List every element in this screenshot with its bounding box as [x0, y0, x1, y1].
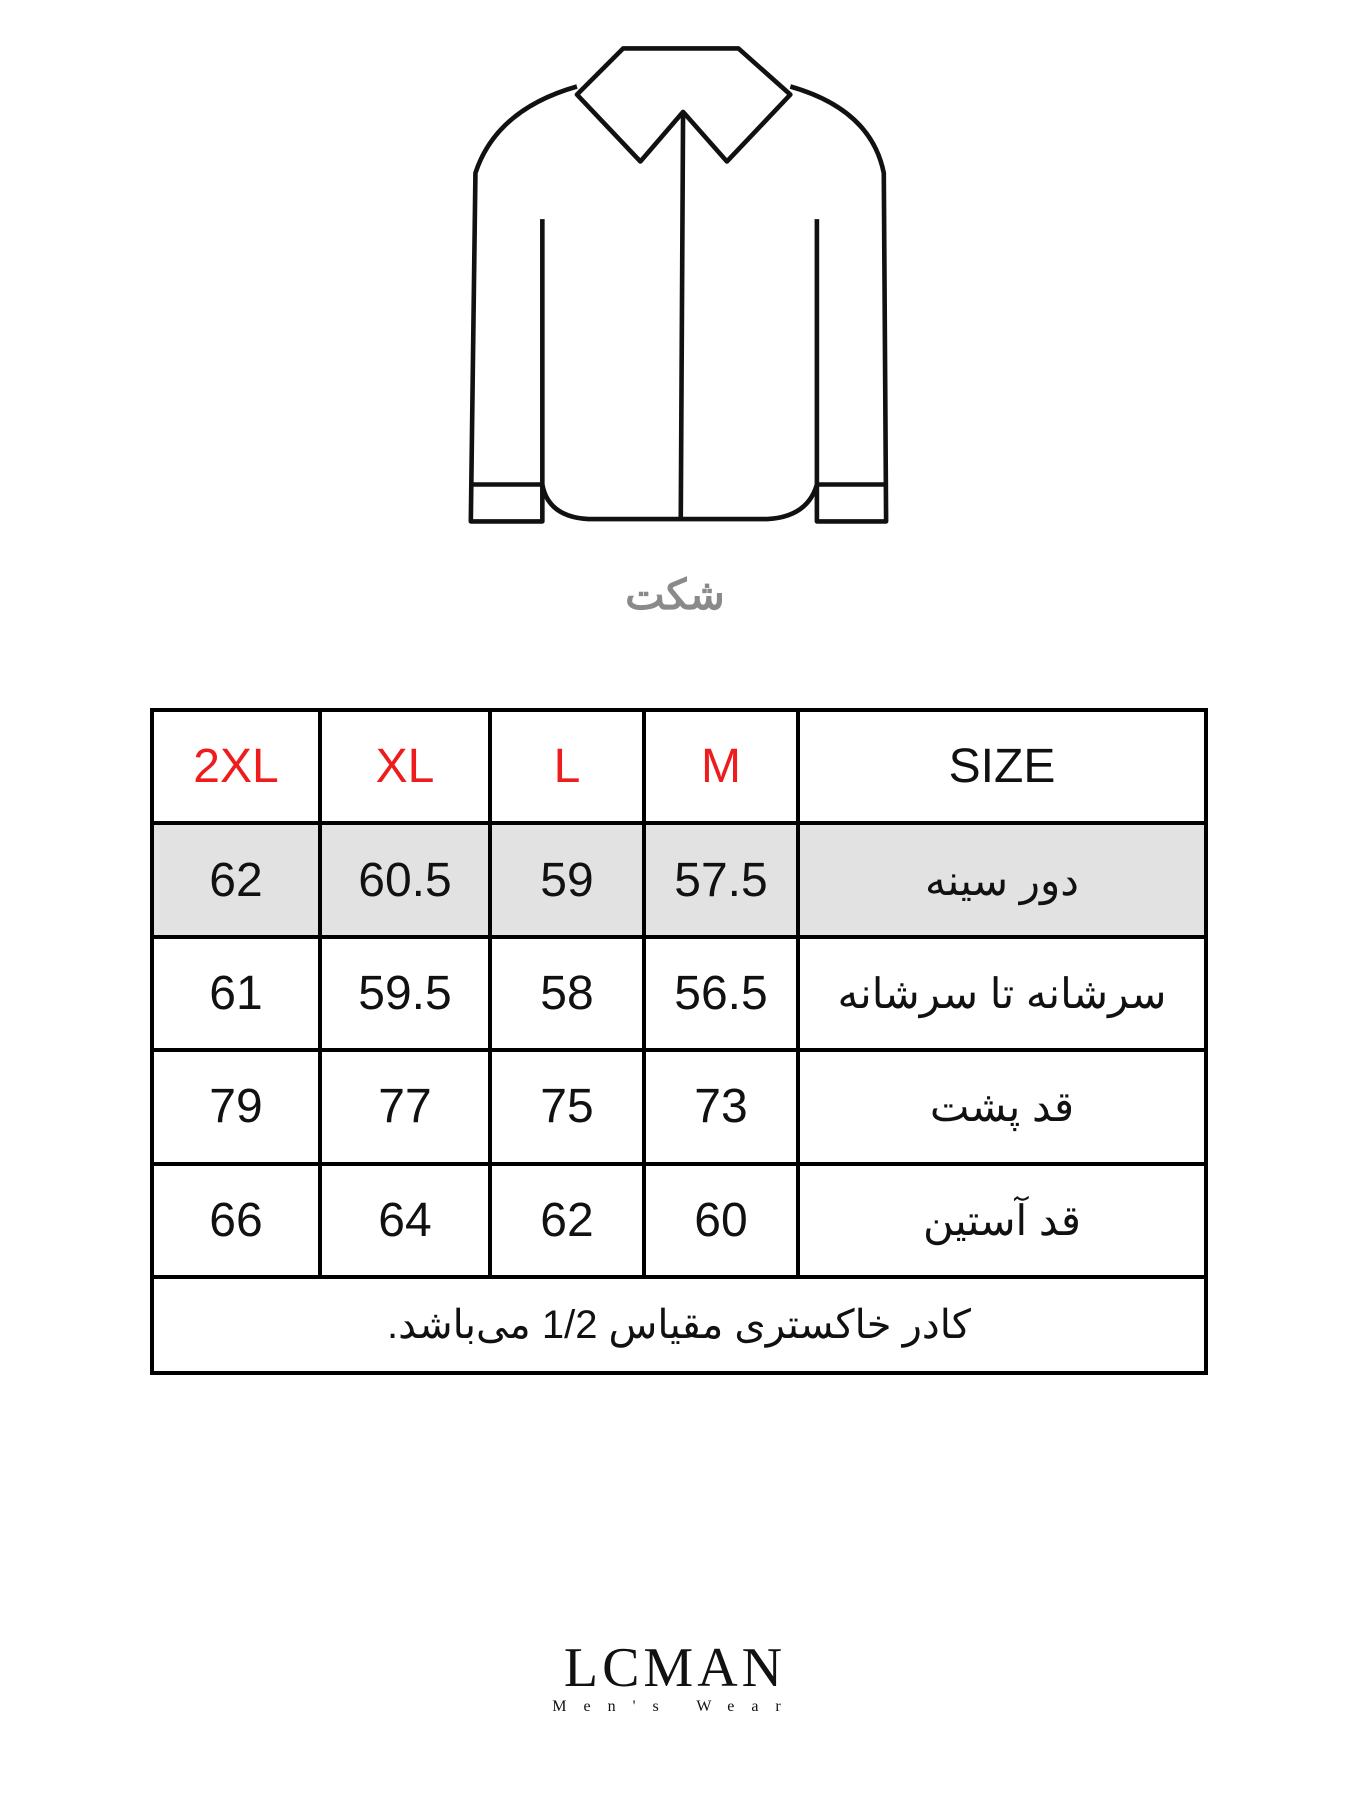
cell: 64	[320, 1164, 490, 1277]
garment-title: شکت	[625, 571, 725, 618]
logo-main-text: LCMAN	[563, 1637, 787, 1699]
size-xl: XL	[320, 710, 490, 823]
cell: 62	[490, 1164, 644, 1277]
header-row	[152, 710, 1206, 823]
cell: 56.5	[644, 937, 798, 1050]
cell: 58	[490, 937, 644, 1050]
size-l: L	[490, 710, 644, 823]
table-row	[152, 937, 1206, 1050]
brand-logo	[0, 1637, 1350, 1716]
table-row	[152, 1050, 1206, 1163]
cell: 57.5	[644, 823, 798, 936]
note-row	[152, 1277, 1206, 1373]
shirt-illustration	[0, 0, 1350, 646]
row-label: قد آستین	[798, 1164, 1206, 1277]
logo-sub-text: Men's Wear	[552, 1698, 798, 1715]
cell: 62	[152, 823, 320, 936]
size-chart-table	[150, 708, 1208, 1375]
row-label: دور سینه	[798, 823, 1206, 936]
cell: 60.5	[320, 823, 490, 936]
cell: 59	[490, 823, 644, 936]
cell: 75	[490, 1050, 644, 1163]
row-label: سرشانه تا سرشانه	[798, 937, 1206, 1050]
table-row	[152, 1164, 1206, 1277]
size-m: M	[644, 710, 798, 823]
row-label: قد پشت	[798, 1050, 1206, 1163]
cell: 66	[152, 1164, 320, 1277]
table-row	[152, 823, 1206, 936]
cell: 60	[644, 1164, 798, 1277]
cell: 59.5	[320, 937, 490, 1050]
size-2xl: 2XL	[152, 710, 320, 823]
cell: 79	[152, 1050, 320, 1163]
cell: 73	[644, 1050, 798, 1163]
cell: 77	[320, 1050, 490, 1163]
cell: 61	[152, 937, 320, 1050]
scale-note: کادر خاکستری مقیاس 1/2 می‌باشد.	[152, 1277, 1206, 1373]
size-label: SIZE	[798, 710, 1206, 823]
